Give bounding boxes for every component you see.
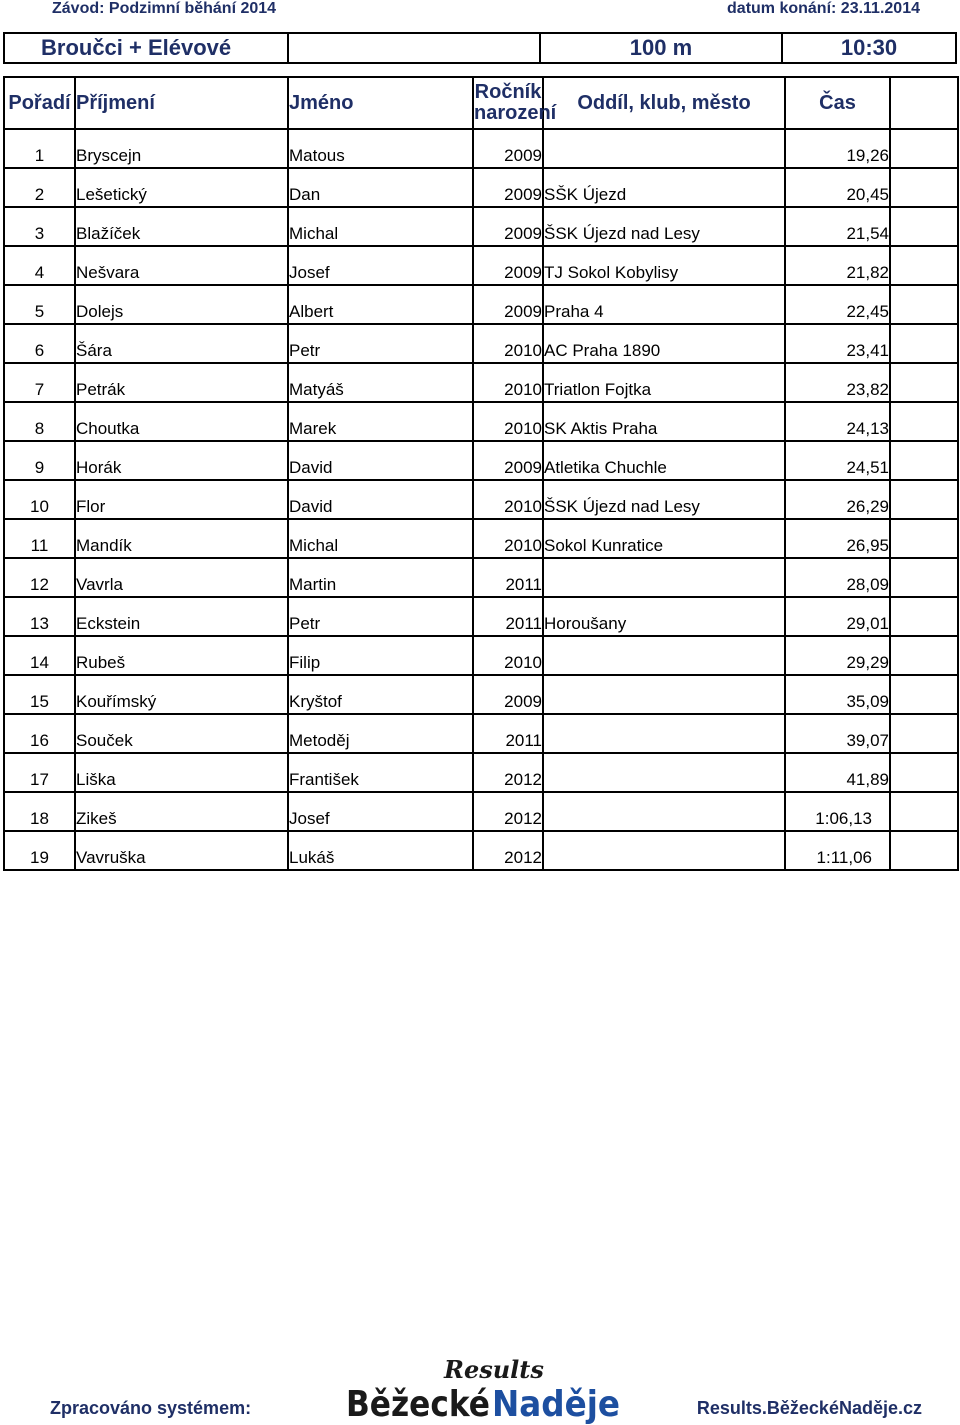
- time-cell: 23,41: [785, 324, 890, 363]
- empty-cell: [890, 207, 958, 246]
- empty-cell: [890, 831, 958, 870]
- rank-cell: 6: [4, 324, 75, 363]
- col-header-rank: Pořadí: [4, 77, 75, 129]
- table-row: [4, 675, 958, 714]
- club-cell: [543, 714, 785, 753]
- name-cell: Matous: [288, 129, 473, 168]
- name-cell: Matyáš: [288, 363, 473, 402]
- empty-cell: [890, 519, 958, 558]
- name-cell: Petr: [288, 324, 473, 363]
- name-cell: Dan: [288, 168, 473, 207]
- club-cell: Sokol Kunratice: [543, 519, 785, 558]
- year-cell: 2011: [473, 714, 543, 753]
- club-cell: [543, 753, 785, 792]
- surname-cell: Choutka: [75, 402, 288, 441]
- surname-cell: Vavrla: [75, 558, 288, 597]
- empty-cell: [890, 285, 958, 324]
- surname-cell: Blažíček: [75, 207, 288, 246]
- rank-cell: 12: [4, 558, 75, 597]
- empty-cell: [890, 558, 958, 597]
- club-cell: Horoušany: [543, 597, 785, 636]
- name-cell: Josef: [288, 246, 473, 285]
- name-cell: Lukáš: [288, 831, 473, 870]
- distance-spacer: [287, 32, 539, 64]
- table-row: [4, 246, 958, 285]
- name-cell: Michal: [288, 207, 473, 246]
- surname-cell: Lešetický: [75, 168, 288, 207]
- table-row: [4, 285, 958, 324]
- year-cell: 2010: [473, 636, 543, 675]
- year-cell: 2011: [473, 558, 543, 597]
- club-cell: [543, 831, 785, 870]
- table-row: [4, 402, 958, 441]
- bezecke-nadeje-logo: [344, 1354, 634, 1424]
- empty-cell: [890, 324, 958, 363]
- table-row: [4, 558, 958, 597]
- rank-cell: 2: [4, 168, 75, 207]
- col-header-year-line2: narození: [474, 102, 557, 124]
- empty-cell: [890, 363, 958, 402]
- col-header-year: [473, 77, 557, 129]
- rank-cell: 1: [4, 129, 75, 168]
- col-header-name: Jméno: [288, 77, 473, 129]
- processed-by-label: Zpracováno systémem:: [50, 1398, 252, 1418]
- rank-cell: 13: [4, 597, 75, 636]
- rank-cell: 9: [4, 441, 75, 480]
- results-site-link[interactable]: Results.BěžeckéNaděje.cz: [696, 1398, 922, 1418]
- name-cell: David: [288, 441, 473, 480]
- empty-cell: [890, 402, 958, 441]
- rank-cell: 15: [4, 675, 75, 714]
- table-row: [4, 129, 958, 168]
- results-table: [3, 76, 959, 871]
- rank-cell: 11: [4, 519, 75, 558]
- surname-cell: Vavruška: [75, 831, 288, 870]
- col-header-time: Čas: [785, 77, 890, 129]
- surname-cell: Šára: [75, 324, 288, 363]
- year-cell: 2010: [473, 519, 543, 558]
- year-cell: 2009: [473, 285, 543, 324]
- club-cell: [543, 675, 785, 714]
- club-cell: [543, 129, 785, 168]
- table-row: [4, 207, 958, 246]
- year-cell: 2009: [473, 207, 543, 246]
- name-cell: Martin: [288, 558, 473, 597]
- name-cell: Michal: [288, 519, 473, 558]
- distance-label: 100 m: [539, 32, 781, 64]
- time-cell: 24,51: [785, 441, 890, 480]
- surname-cell: Rubeš: [75, 636, 288, 675]
- rank-cell: 5: [4, 285, 75, 324]
- table-row: [4, 480, 958, 519]
- surname-cell: Petrák: [75, 363, 288, 402]
- surname-cell: Kouřímský: [75, 675, 288, 714]
- time-cell: 26,29: [785, 480, 890, 519]
- table-row: [4, 168, 958, 207]
- time-cell: 35,09: [785, 675, 890, 714]
- time-cell: 20,45: [785, 168, 890, 207]
- col-header-year-line1: Ročník: [474, 81, 542, 103]
- rank-cell: 3: [4, 207, 75, 246]
- empty-cell: [890, 168, 958, 207]
- rank-cell: 14: [4, 636, 75, 675]
- table-row: [4, 519, 958, 558]
- empty-cell: [890, 246, 958, 285]
- surname-cell: Mandík: [75, 519, 288, 558]
- time-cell: 1:11,06: [785, 831, 890, 870]
- name-cell: Petr: [288, 597, 473, 636]
- year-cell: 2012: [473, 831, 543, 870]
- club-cell: AC Praha 1890: [543, 324, 785, 363]
- table-row: [4, 831, 958, 870]
- table-row: [4, 714, 958, 753]
- time-cell: 29,01: [785, 597, 890, 636]
- category-title: Broučci + Elévové: [3, 32, 287, 64]
- empty-cell: [890, 792, 958, 831]
- club-cell: ŠSK Újezd nad Lesy: [543, 207, 785, 246]
- club-cell: Praha 4: [543, 285, 785, 324]
- rank-cell: 8: [4, 402, 75, 441]
- table-row: [4, 441, 958, 480]
- year-cell: 2009: [473, 675, 543, 714]
- year-cell: 2009: [473, 441, 543, 480]
- club-cell: [543, 792, 785, 831]
- table-row: [4, 597, 958, 636]
- year-cell: 2011: [473, 597, 543, 636]
- surname-cell: Souček: [75, 714, 288, 753]
- name-cell: František: [288, 753, 473, 792]
- start-time: 10:30: [781, 32, 957, 64]
- table-row: [4, 792, 958, 831]
- table-row: [4, 324, 958, 363]
- surname-cell: Bryscejn: [75, 129, 288, 168]
- year-cell: 2012: [473, 792, 543, 831]
- time-cell: 24,13: [785, 402, 890, 441]
- table-row: [4, 363, 958, 402]
- time-cell: 28,09: [785, 558, 890, 597]
- empty-cell: [890, 129, 958, 168]
- rank-cell: 10: [4, 480, 75, 519]
- table-row: [4, 753, 958, 792]
- time-cell: 39,07: [785, 714, 890, 753]
- club-cell: SK Aktis Praha: [543, 402, 785, 441]
- name-cell: Filip: [288, 636, 473, 675]
- year-cell: 2010: [473, 324, 543, 363]
- time-cell: 21,54: [785, 207, 890, 246]
- year-cell: 2009: [473, 246, 543, 285]
- time-cell: 19,26: [785, 129, 890, 168]
- empty-cell: [890, 597, 958, 636]
- surname-cell: Zikeš: [75, 792, 288, 831]
- time-cell: 29,29: [785, 636, 890, 675]
- time-cell: 1:06,13: [785, 792, 890, 831]
- category-title-row: [0, 28, 960, 68]
- club-cell: Triatlon Fojtka: [543, 363, 785, 402]
- rank-cell: 4: [4, 246, 75, 285]
- logo-results-text: Results: [444, 1355, 544, 1384]
- table-row: [4, 636, 958, 675]
- time-cell: 26,95: [785, 519, 890, 558]
- empty-cell: [890, 753, 958, 792]
- col-header-surname: Příjmení: [75, 77, 288, 129]
- rank-cell: 7: [4, 363, 75, 402]
- surname-cell: Liška: [75, 753, 288, 792]
- surname-cell: Dolejs: [75, 285, 288, 324]
- surname-cell: Flor: [75, 480, 288, 519]
- time-cell: 21,82: [785, 246, 890, 285]
- race-header: [0, 0, 960, 22]
- empty-cell: [890, 636, 958, 675]
- time-cell: 23,82: [785, 363, 890, 402]
- name-cell: Albert: [288, 285, 473, 324]
- year-cell: 2012: [473, 753, 543, 792]
- year-cell: 2009: [473, 129, 543, 168]
- name-cell: Marek: [288, 402, 473, 441]
- empty-cell: [890, 714, 958, 753]
- footer: [0, 1350, 960, 1425]
- surname-cell: Horák: [75, 441, 288, 480]
- rank-cell: 16: [4, 714, 75, 753]
- year-cell: 2010: [473, 402, 543, 441]
- club-cell: [543, 558, 785, 597]
- col-header-club: Oddíl, klub, město: [543, 77, 785, 129]
- club-cell: [543, 636, 785, 675]
- race-name: Závod: Podzimní běhání 2014: [52, 0, 277, 17]
- empty-cell: [890, 480, 958, 519]
- year-cell: 2010: [473, 363, 543, 402]
- year-cell: 2010: [473, 480, 543, 519]
- year-cell: 2009: [473, 168, 543, 207]
- surname-cell: Nešvara: [75, 246, 288, 285]
- time-cell: 41,89: [785, 753, 890, 792]
- name-cell: Metoděj: [288, 714, 473, 753]
- club-cell: TJ Sokol Kobylisy: [543, 246, 785, 285]
- club-cell: ŠSK Újezd nad Lesy: [543, 480, 785, 519]
- logo-nadeje-text: Naděje: [492, 1384, 620, 1425]
- surname-cell: Eckstein: [75, 597, 288, 636]
- time-cell: 22,45: [785, 285, 890, 324]
- results-header-row: [4, 77, 958, 129]
- club-cell: Atletika Chuchle: [543, 441, 785, 480]
- rank-cell: 17: [4, 753, 75, 792]
- empty-cell: [890, 441, 958, 480]
- results-body: [4, 129, 958, 870]
- col-header-empty: [890, 77, 958, 129]
- rank-cell: 19: [4, 831, 75, 870]
- club-cell: SŠK Újezd: [543, 168, 785, 207]
- name-cell: Josef: [288, 792, 473, 831]
- name-cell: David: [288, 480, 473, 519]
- empty-cell: [890, 675, 958, 714]
- name-cell: Kryštof: [288, 675, 473, 714]
- rank-cell: 18: [4, 792, 75, 831]
- race-date: datum konání: 23.11.2014: [727, 0, 920, 17]
- logo-bezecke-text: Běžecké: [346, 1384, 490, 1425]
